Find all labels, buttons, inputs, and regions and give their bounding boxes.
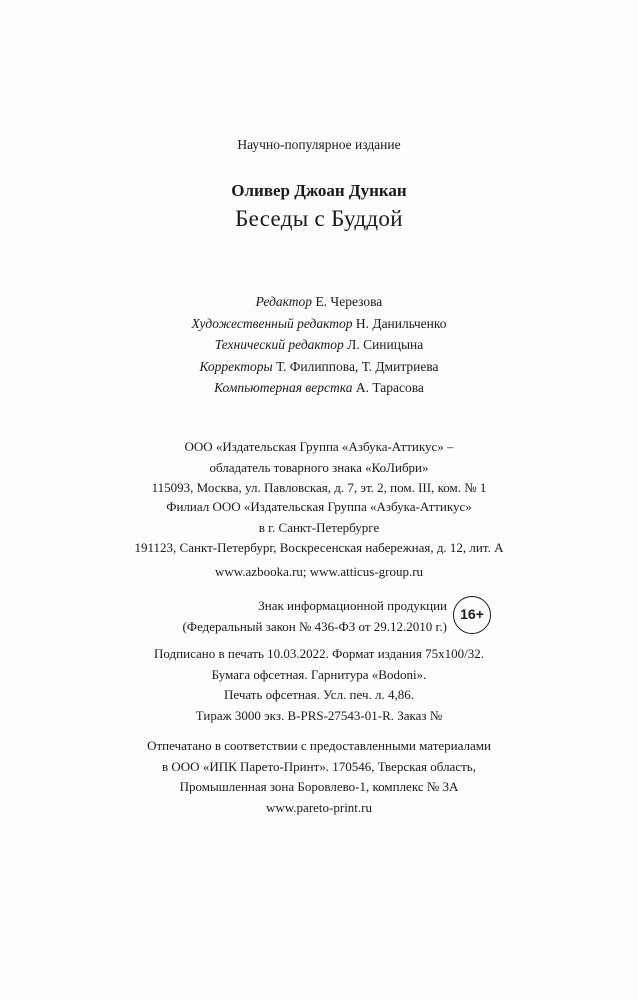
- credit-name: Н. Данильченко: [355, 315, 447, 331]
- info-sign-block: [0, 596, 638, 636]
- branch-address: 191123, Санкт-Петербург, Воскресенская набережная, д. 12, лит. А: [134, 540, 504, 555]
- genre-label: Научно-популярное издание: [237, 137, 401, 152]
- credit-name: А. Тарасова: [355, 380, 424, 395]
- print-info-line: Печать офсетная. Усл. печ. л. 4,86.: [223, 687, 414, 702]
- credit-line: [0, 313, 638, 335]
- credits-list: [0, 291, 638, 399]
- age-rating-badge: 16+: [453, 596, 491, 634]
- info-sign-text: [182, 596, 447, 637]
- websites: www.azbooka.ru; www.atticus-group.ru: [214, 564, 424, 579]
- branch-block: [0, 497, 638, 559]
- credit-role: Художественный редактор: [191, 315, 353, 331]
- author-name: Оливер Джоан Дункан: [231, 181, 407, 200]
- print-info-line: Тираж 3000 экз. B-PRS-27543-01-R. Заказ №: [195, 707, 443, 723]
- publisher-block: [0, 437, 638, 499]
- credit-name: Л. Синицына: [347, 337, 424, 352]
- printed-by-block: [0, 736, 638, 818]
- printed-by-line: Отпечатано в соответствии с предоставленными материалами: [147, 738, 491, 753]
- credit-name: Е. Черезова: [315, 294, 383, 309]
- publisher-address: 115093, Москва, ул. Павловская, д. 7, эт. 2, пом. III, ком. № 1: [151, 480, 487, 495]
- print-info-line: Бумага офсетная. Гарнитура «Bodoni».: [211, 666, 427, 682]
- credit-role: Корректоры: [199, 358, 273, 374]
- info-sign-line: Знак информационной продукции: [258, 598, 447, 613]
- print-info-block: [0, 644, 638, 726]
- info-sign-law: (Федеральный закон № 436-ФЗ от 29.12.2010 г.): [182, 618, 447, 634]
- branch-line: в г. Санкт-Петербурге: [258, 519, 380, 535]
- printed-by-line: Промышленная зона Боровлево-1, комплекс № 3А: [179, 779, 459, 794]
- publisher-line: ООО «Издательская Группа «Азбука-Аттикус» –: [184, 439, 454, 454]
- credit-role: Редактор: [255, 294, 313, 309]
- printer-website: www.pareto-print.ru: [265, 799, 372, 815]
- publisher-line: обладатель товарного знака «КоЛибри»: [209, 459, 429, 475]
- credit-role: Компьютерная верстка: [214, 380, 353, 395]
- credit-role: Технический редактор: [214, 337, 344, 352]
- book-title: Беседы с Буддой: [235, 206, 403, 231]
- branch-line: Филиал ООО «Издательская Группа «Азбука-Аттикус»: [166, 499, 472, 514]
- credit-line: [0, 356, 638, 378]
- credit-line: [0, 334, 638, 356]
- print-info-line: Подписано в печать 10.03.2022. Формат издания 75x100/32.: [154, 646, 484, 661]
- credit-line: [0, 377, 638, 399]
- credit-line: [0, 291, 638, 313]
- printed-by-line: в ООО «ИПК Парето-Принт». 170546, Тверская область,: [162, 758, 476, 774]
- credit-name: Т. Филиппова, Т. Дмитриева: [276, 358, 439, 374]
